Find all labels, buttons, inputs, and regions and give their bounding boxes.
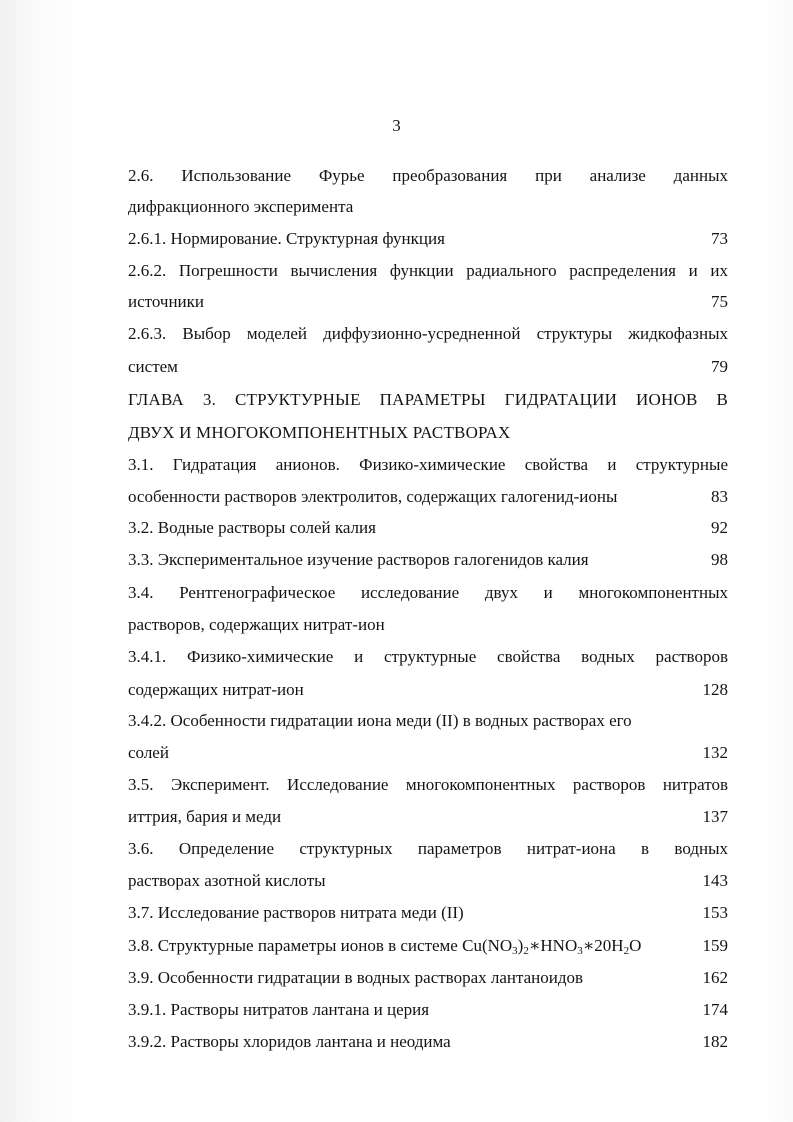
- toc-entry-title: содержащих нитрат-ион: [128, 680, 304, 699]
- toc-entry-3-6-line-2: [128, 871, 728, 891]
- toc-entry-title: 3.9. Особенности гидратации в водных растворах лантаноидов: [128, 968, 584, 987]
- toc-entry-title: 3.7. Исследование растворов нитрата меди (II): [128, 903, 464, 922]
- toc-entry-3-8: [128, 936, 728, 956]
- toc-entry-2-6-line-1: 2.6. Использование Фурье преобразования при анализе данных: [128, 166, 728, 185]
- toc-entry-page: 92: [711, 518, 728, 537]
- toc-entry-page: 98: [711, 550, 728, 569]
- toc-entry-text: 3.8. Структурные параметры ионов в системе: [128, 936, 458, 955]
- toc-entry-title: 3.2. Водные растворы солей калия: [128, 518, 376, 537]
- toc-entry-page: 132: [702, 743, 728, 762]
- page-number: 3: [392, 116, 401, 135]
- toc-entry-3-4-line-2: растворов, содержащих нитрат-ион: [128, 615, 385, 634]
- toc-entry-3-4-line-1: 3.4. Рентгенографическое исследование двух и многокомпонентных: [128, 583, 728, 602]
- toc-entry-3-6-line-1: 3.6. Определение структурных параметров нитрат-иона в водных: [128, 839, 728, 858]
- toc-entry-2-6-line-2: дифракционного эксперимента: [128, 197, 354, 216]
- toc-entry-2-6-2-line-2: [128, 292, 728, 312]
- toc-entry-page: 75: [711, 292, 728, 311]
- chapter-3-heading-line-2: ДВУХ И МНОГОКОМПОНЕНТНЫХ РАСТВОРАХ: [128, 423, 511, 442]
- toc-entry-3-4-1-line-2: [128, 680, 728, 700]
- chapter-3-heading-line-1: ГЛАВА 3. СТРУКТУРНЫЕ ПАРАМЕТРЫ ГИДРАТАЦИИ ИОНОВ В: [128, 390, 728, 409]
- toc-entry-3-7: [128, 903, 728, 923]
- toc-entry-page: 128: [702, 680, 728, 699]
- toc-entry-page: 153: [702, 903, 728, 922]
- toc-entry-page: 73: [711, 229, 728, 248]
- toc-entry-page: 162: [702, 968, 728, 987]
- toc-entry-2-6-1: [128, 229, 728, 249]
- toc-entry-3-1-line-1: 3.1. Гидратация анионов. Физико-химические свойства и структурные: [128, 455, 728, 474]
- toc-entry-title: [128, 936, 641, 956]
- toc-entry-page: 79: [711, 357, 728, 376]
- toc-entry-title: 3.9.2. Растворы хлоридов лантана и неодима: [128, 1032, 451, 1051]
- toc-entry-2-6-3-line-2: [128, 357, 728, 377]
- toc-entry-page: 83: [711, 487, 728, 506]
- toc-entry-2-6-3-line-1: 2.6.3. Выбор моделей диффузионно-усредненной структуры жидкофазных: [128, 324, 728, 343]
- chemical-formula: $Cu(NO_3)_2∗HNO_3∗20H_2O$: [462, 936, 642, 957]
- toc-entry-title: особенности растворов электролитов, содержащих галогенид-ионы: [128, 487, 618, 506]
- toc-entry-page: 143: [702, 871, 728, 890]
- toc-entry-title: растворах азотной кислоты: [128, 871, 326, 890]
- toc-entry-3-9-1: [128, 1000, 728, 1020]
- toc-entry-title: солей: [128, 743, 169, 762]
- toc-entry-3-4-1-line-1: 3.4.1. Физико-химические и структурные свойства водных растворов: [128, 647, 728, 666]
- toc-entry-3-3: [128, 550, 728, 570]
- toc-entry-3-9: [128, 968, 728, 988]
- toc-entry-title: 3.3. Экспериментальное изучение растворов галогенидов калия: [128, 550, 589, 569]
- toc-entry-2-6-2-line-1: 2.6.2. Погрешности вычисления функции радиального распределения и их: [128, 261, 728, 280]
- toc-entry-3-4-2-line-2: [128, 743, 728, 763]
- toc-entry-page: 159: [702, 936, 728, 955]
- toc-entry-page: 137: [702, 807, 728, 826]
- toc-entry-3-9-2: [128, 1032, 728, 1052]
- toc-entry-title: 2.6.1. Нормирование. Структурная функция: [128, 229, 445, 248]
- toc-entry-title: 3.9.1. Растворы нитратов лантана и церия: [128, 1000, 430, 1019]
- toc-entry-title: систем: [128, 357, 178, 376]
- toc-entry-3-5-line-2: [128, 807, 728, 827]
- toc-entry-page: 174: [702, 1000, 728, 1019]
- toc-entry-page: 182: [702, 1032, 728, 1051]
- toc-entry-3-5-line-1: 3.5. Эксперимент. Исследование многокомпонентных растворов нитратов: [128, 775, 728, 794]
- toc-entry-title: источники: [128, 292, 205, 311]
- toc-entry-3-2: [128, 518, 728, 538]
- toc-entry-title: иттрия, бария и меди: [128, 807, 282, 826]
- toc-entry-3-4-2-line-1: 3.4.2. Особенности гидратации иона меди (II) в водных растворах его: [128, 711, 632, 730]
- toc-entry-3-1-line-2: [128, 487, 728, 507]
